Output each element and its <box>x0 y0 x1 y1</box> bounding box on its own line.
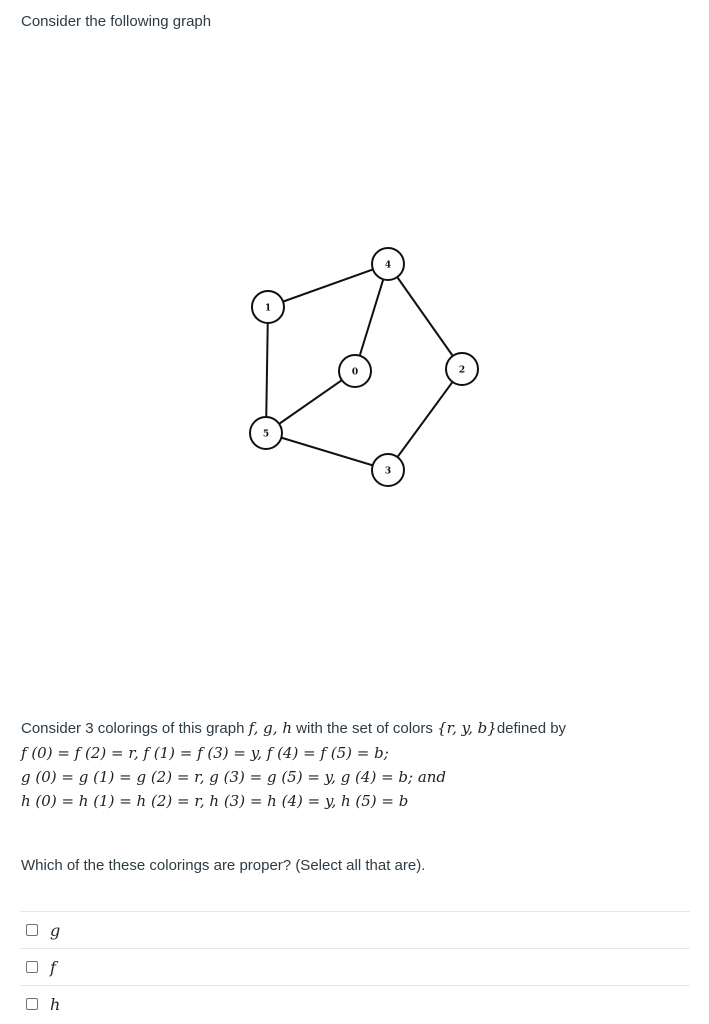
answer-checkbox-f[interactable] <box>26 961 38 973</box>
edge-1-4 <box>268 264 388 307</box>
graph-figure <box>0 0 709 500</box>
answer-option-f[interactable] <box>20 948 690 985</box>
svg-text:3: 3 <box>384 466 392 477</box>
description-tail: defined by <box>496 720 567 737</box>
description-intro-line <box>21 716 691 741</box>
answer-checkbox-g[interactable] <box>26 924 38 936</box>
edge-5-3 <box>266 433 388 470</box>
graph-node-5 <box>250 417 282 449</box>
graph-node-3 <box>372 454 404 486</box>
svg-text:5: 5 <box>262 429 270 440</box>
intro-text: Consider the following graph <box>21 13 212 30</box>
answer-checkbox-h[interactable] <box>26 998 38 1010</box>
description-lead: Consider 3 colorings of this graph <box>21 720 249 737</box>
color-set: {r, y, b} <box>437 719 497 737</box>
function-names: f, g, h <box>248 719 292 737</box>
answer-option-g[interactable] <box>20 911 690 948</box>
graph-node-1 <box>252 291 284 323</box>
edge-2-3 <box>388 369 462 470</box>
graph-node-0 <box>339 355 371 387</box>
answer-label-g: g <box>50 920 61 940</box>
svg-text:4: 4 <box>384 260 392 271</box>
graph-node-2 <box>446 353 478 385</box>
coloring-h-definition: h (0) = h (1) = h (2) = r, h (3) = h (4) = y, h (5) = b <box>21 792 409 810</box>
answer-list <box>20 911 690 1022</box>
coloring-g-definition: g (0) = g (1) = g (2) = r, g (3) = g (5) = y, g (4) = b; and <box>21 768 447 786</box>
graph-node-4 <box>372 248 404 280</box>
edge-4-2 <box>388 264 462 369</box>
svg-text:1: 1 <box>264 303 272 314</box>
svg-text:0: 0 <box>351 367 359 378</box>
colorings-description <box>21 716 691 813</box>
description-mid: with the set of colors <box>291 720 438 737</box>
answer-label-h: h <box>50 994 61 1014</box>
edge-1-5 <box>266 307 268 433</box>
answer-option-h[interactable] <box>20 985 690 1022</box>
svg-text:2: 2 <box>458 365 466 376</box>
question-text: Which of the these colorings are proper? (Select all that are). <box>21 857 426 874</box>
coloring-f-definition: f (0) = f (2) = r, f (1) = f (3) = y, f (4) = f (5) = b; <box>21 744 389 762</box>
answer-label-f: f <box>50 957 56 977</box>
